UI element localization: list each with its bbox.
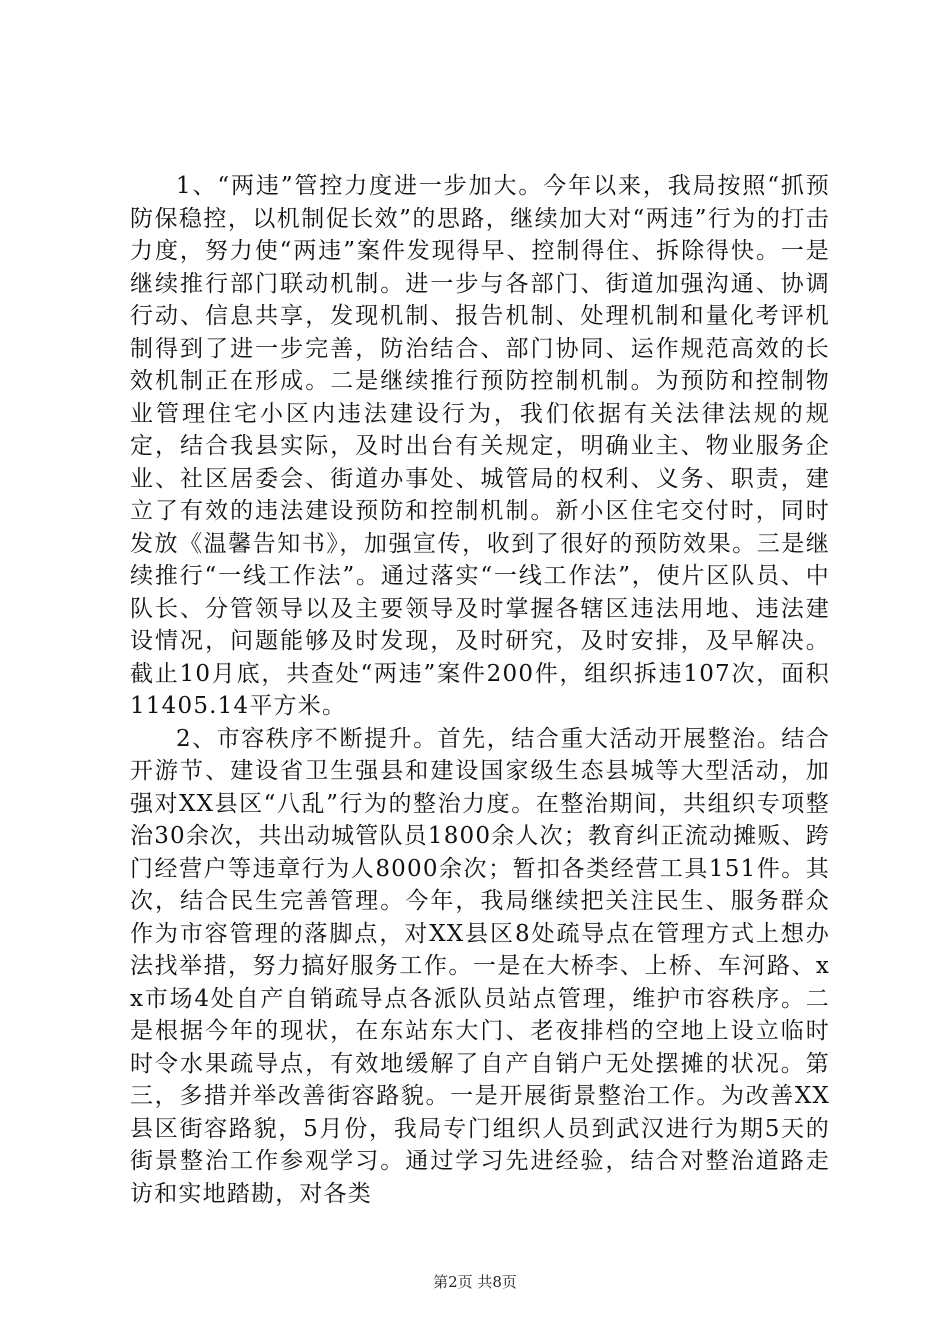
paragraph-city-appearance-order: 2、市容秩序不断提升。首先，结合重大活动开展整治。结合开游节、建设省卫生强县和建设国家级生态县城等大型活动，加强对XX县区“八乱”行为的整治力度。在整治期间，共组织专项整治30余次，共出动城管队员1800余人次；教育纠正流动摊贩、跨门经营户等违章行为人8000余次；暂扣各类经营工具151件。其次，结合民生完善管理。今年，我局继续把关注民生、服务群众作为市容管理的落脚点，对XX县区8处疏导点在管理方式上想办法找举措，努力搞好服务工作。一是在大桥李、上桥、车河路、xx市场4处自产自销疏导点各派队员站点管理，维护市容秩序。二是根据今年的现状，在东站东大门、老夜排档的空地上设立临时时令水果疏导点，有效地缓解了自产自销户无处摆摊的状况。第三，多措并举改善街容路貌。一是开展街景整治工作。为改善XX县区街容路貌，5月份，我局专门组织人员到武汉进行为期5天的街景整治工作参观学习。通过学习先进经验，结合对整治道路走访和实地踏勘，对各类	[130, 725, 830, 1207]
document-body	[130, 170, 830, 1210]
paragraph-illegal-construction-control: 1、“两违”管控力度进一步加大。今年以来，我局按照“抓预防保稳控，以机制促长效”的思路，继续加大对“两违”行为的打击力度，努力使“两违”案件发现得早、控制得住、拆除得快。一是继续推行部门联动机制。进一步与各部门、街道加强沟通、协调行动、信息共享，发现机制、报告机制、处理机制和量化考评机制得到了进一步完善，防治结合、部门协同、运作规范高效的长效机制正在形成。二是继续推行预防控制机制。为预防和控制物业管理住宅小区内违法建设行为，我们依据有关法律法规的规定，结合我县实际，及时出台有关规定，明确业主、物业服务企业、社区居委会、街道办事处、城管局的权利、义务、职责，建立了有效的违法建设预防和控制机制。新小区住宅交付时，同时发放《温馨告知书》，加强宣传，收到了很好的预防效果。三是继续推行“一线工作法”。通过落实“一线工作法”，使片区队员、中队长、分管领导以及主要领导及时掌握各辖区违法用地、违法建设情况，问题能够及时发现，及时研究，及时安排，及早解决。截止10月底，共查处“两违”案件200件，组织拆违107次，面积11405.14平方米。	[130, 173, 830, 719]
page-footer: 第2页 共8页	[433, 1273, 517, 1291]
